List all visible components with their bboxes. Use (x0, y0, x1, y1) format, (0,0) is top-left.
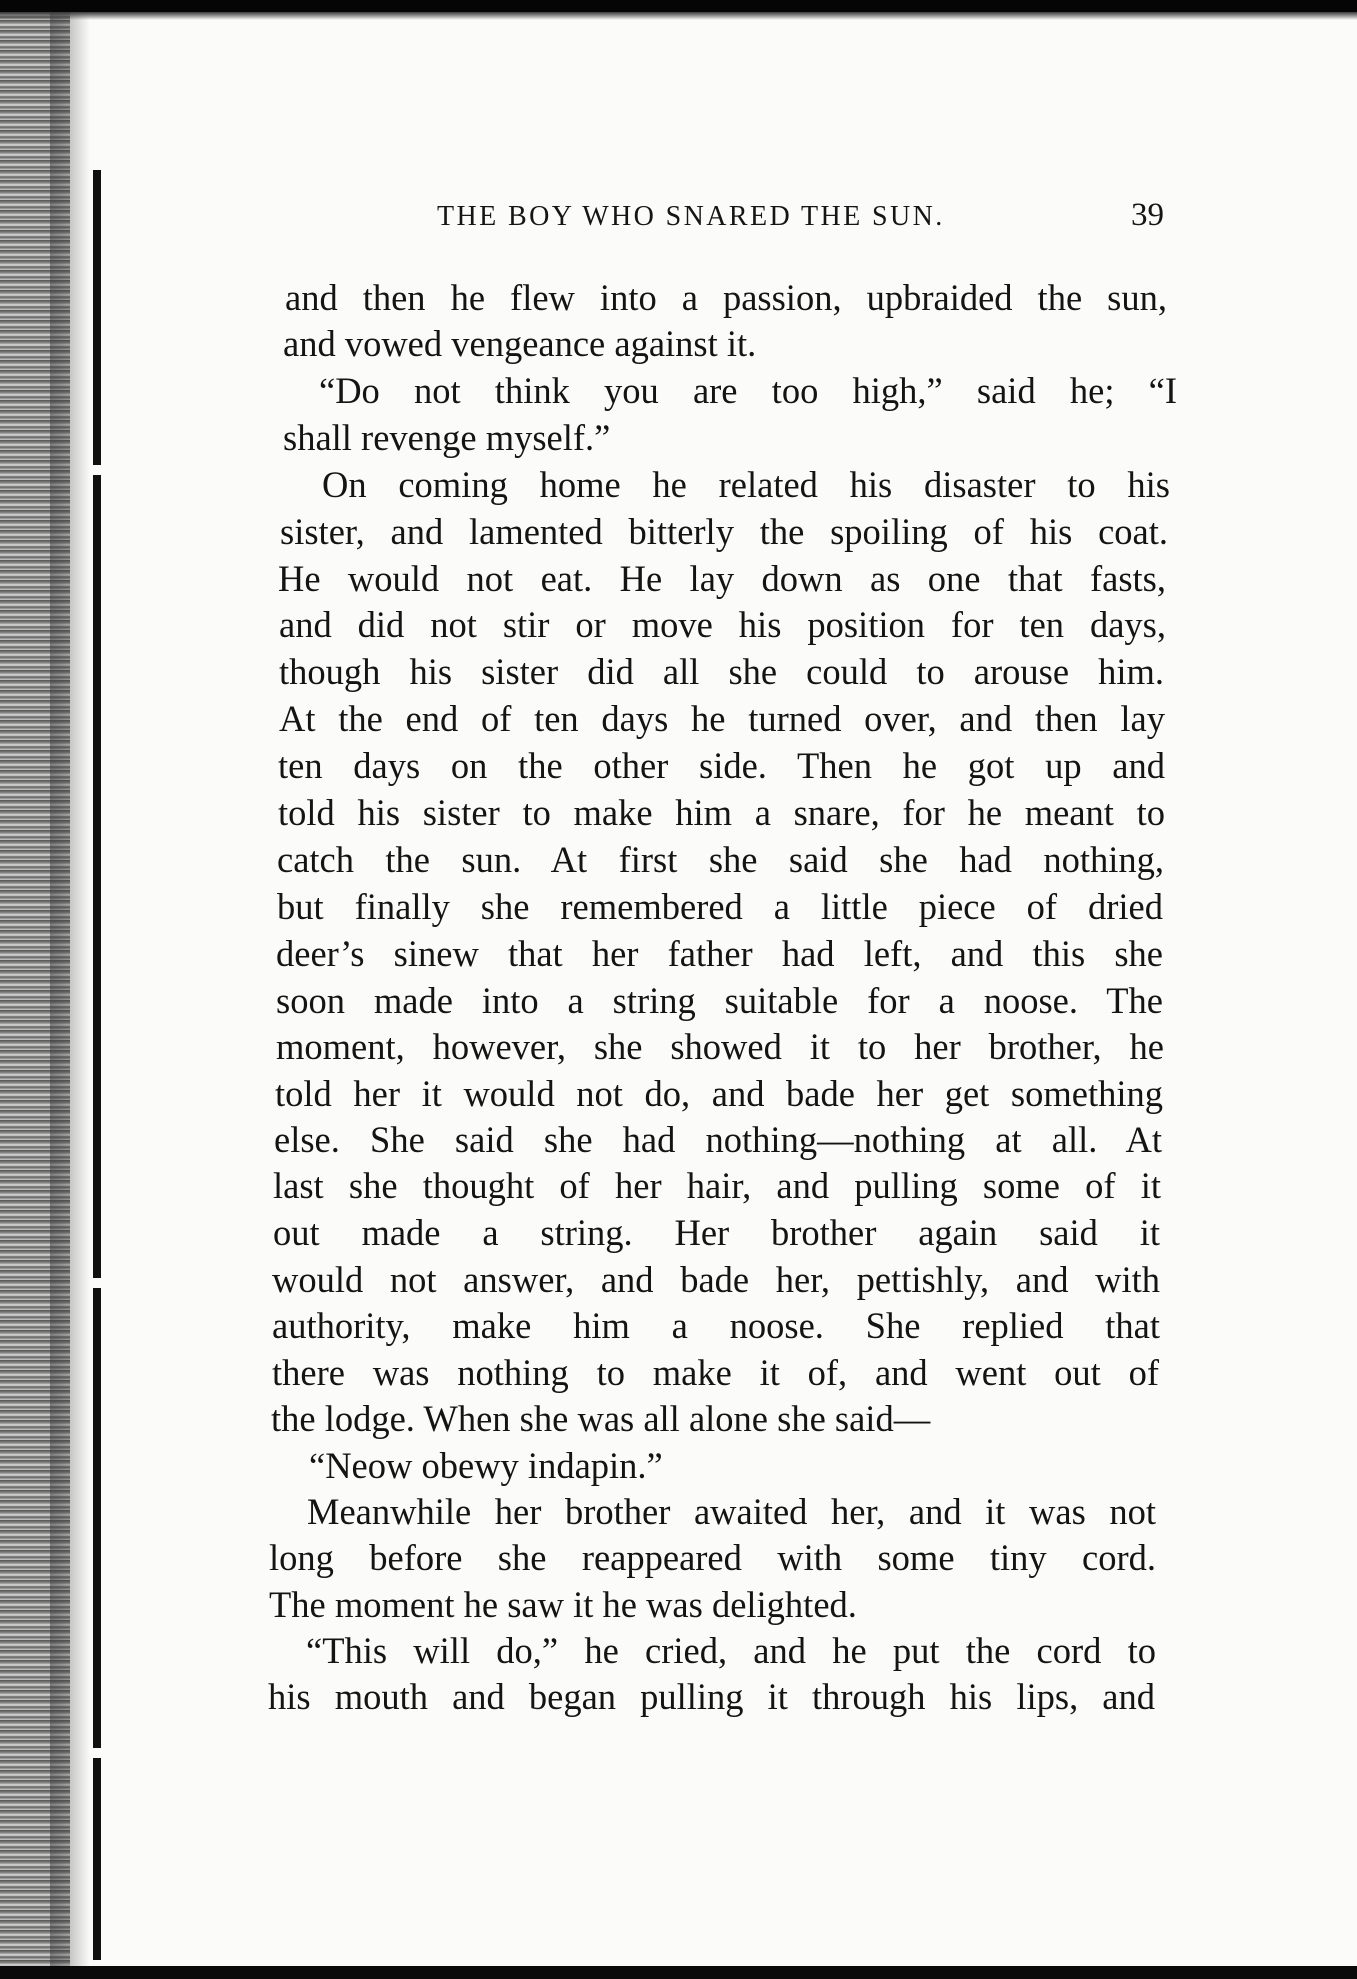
text-line: deer’s sinew that her father had left, and this she (276, 933, 1163, 974)
text-line: On coming home he related his disaster to his (322, 464, 1170, 505)
text-line: out made a string. Her brother again said it (273, 1212, 1160, 1253)
text-line: “Neow obewy indapin.” (309, 1445, 663, 1486)
text-line: and did not stir or move his position for ten days, (279, 604, 1166, 645)
text-line: the lodge. When she was all alone she said— (271, 1398, 931, 1439)
text-line: shall revenge myself.” (283, 417, 611, 458)
text-line: though his sister did all she could to arouse him. (279, 651, 1164, 692)
text-line: told her it would not do, and bade her get something (275, 1073, 1163, 1114)
text-line: else. She said she had nothing—nothing at all. At (274, 1119, 1162, 1160)
text-line: told his sister to make him a snare, for he meant to (278, 792, 1165, 833)
text-line: and then he flew into a passion, upbraided the sun, (285, 277, 1167, 318)
text-line: ten days on the other side. Then he got up and (278, 745, 1165, 786)
text-line: “This will do,” he cried, and he put the cord to (306, 1630, 1156, 1671)
text-line: his mouth and began pulling it through his lips, and (268, 1676, 1155, 1717)
text-line: there was nothing to make it of, and went out of (272, 1352, 1159, 1393)
text-line: At the end of ten days he turned over, and then lay (279, 698, 1165, 739)
text-line: moment, however, she showed it to her brother, he (276, 1026, 1164, 1067)
running-head: THE BOY WHO SNARED THE SUN. (437, 201, 945, 232)
text-line: The moment he saw it he was delighted. (269, 1584, 857, 1625)
text-line: Meanwhile her brother awaited her, and it was not (307, 1491, 1156, 1532)
text-line: soon made into a string suitable for a noose. The (276, 980, 1163, 1021)
spine-mark (91, 1278, 103, 1288)
text-line: sister, and lamented bitterly the spoiling of his coat. (280, 511, 1168, 552)
spine-edge (93, 170, 101, 1960)
text-line: “Do not think you are too high,” said he; “I (319, 370, 1177, 411)
spine-mark (91, 1748, 103, 1758)
text-line: He would not eat. He lay down as one that fasts, (278, 558, 1166, 599)
bottom-edge (0, 1966, 1357, 1979)
text-line: would not answer, and bade her, pettishly, and with (272, 1259, 1160, 1300)
text-line: authority, make him a noose. She replied that (272, 1305, 1160, 1346)
spine-mark (91, 465, 103, 475)
text-line: last she thought of her hair, and pulling some of it (273, 1165, 1161, 1206)
page-number: 39 (1131, 197, 1164, 233)
top-edge (0, 0, 1357, 12)
text-line: but finally she remembered a little piece of dried (277, 886, 1163, 927)
text-line: catch the sun. At first she said she had nothing, (277, 839, 1164, 880)
text-line: and vowed vengeance against it. (283, 323, 757, 364)
top-edge-shadow (0, 12, 1357, 20)
text-line: long before she reappeared with some tiny cord. (269, 1537, 1156, 1578)
gutter-shadow (50, 0, 90, 1979)
